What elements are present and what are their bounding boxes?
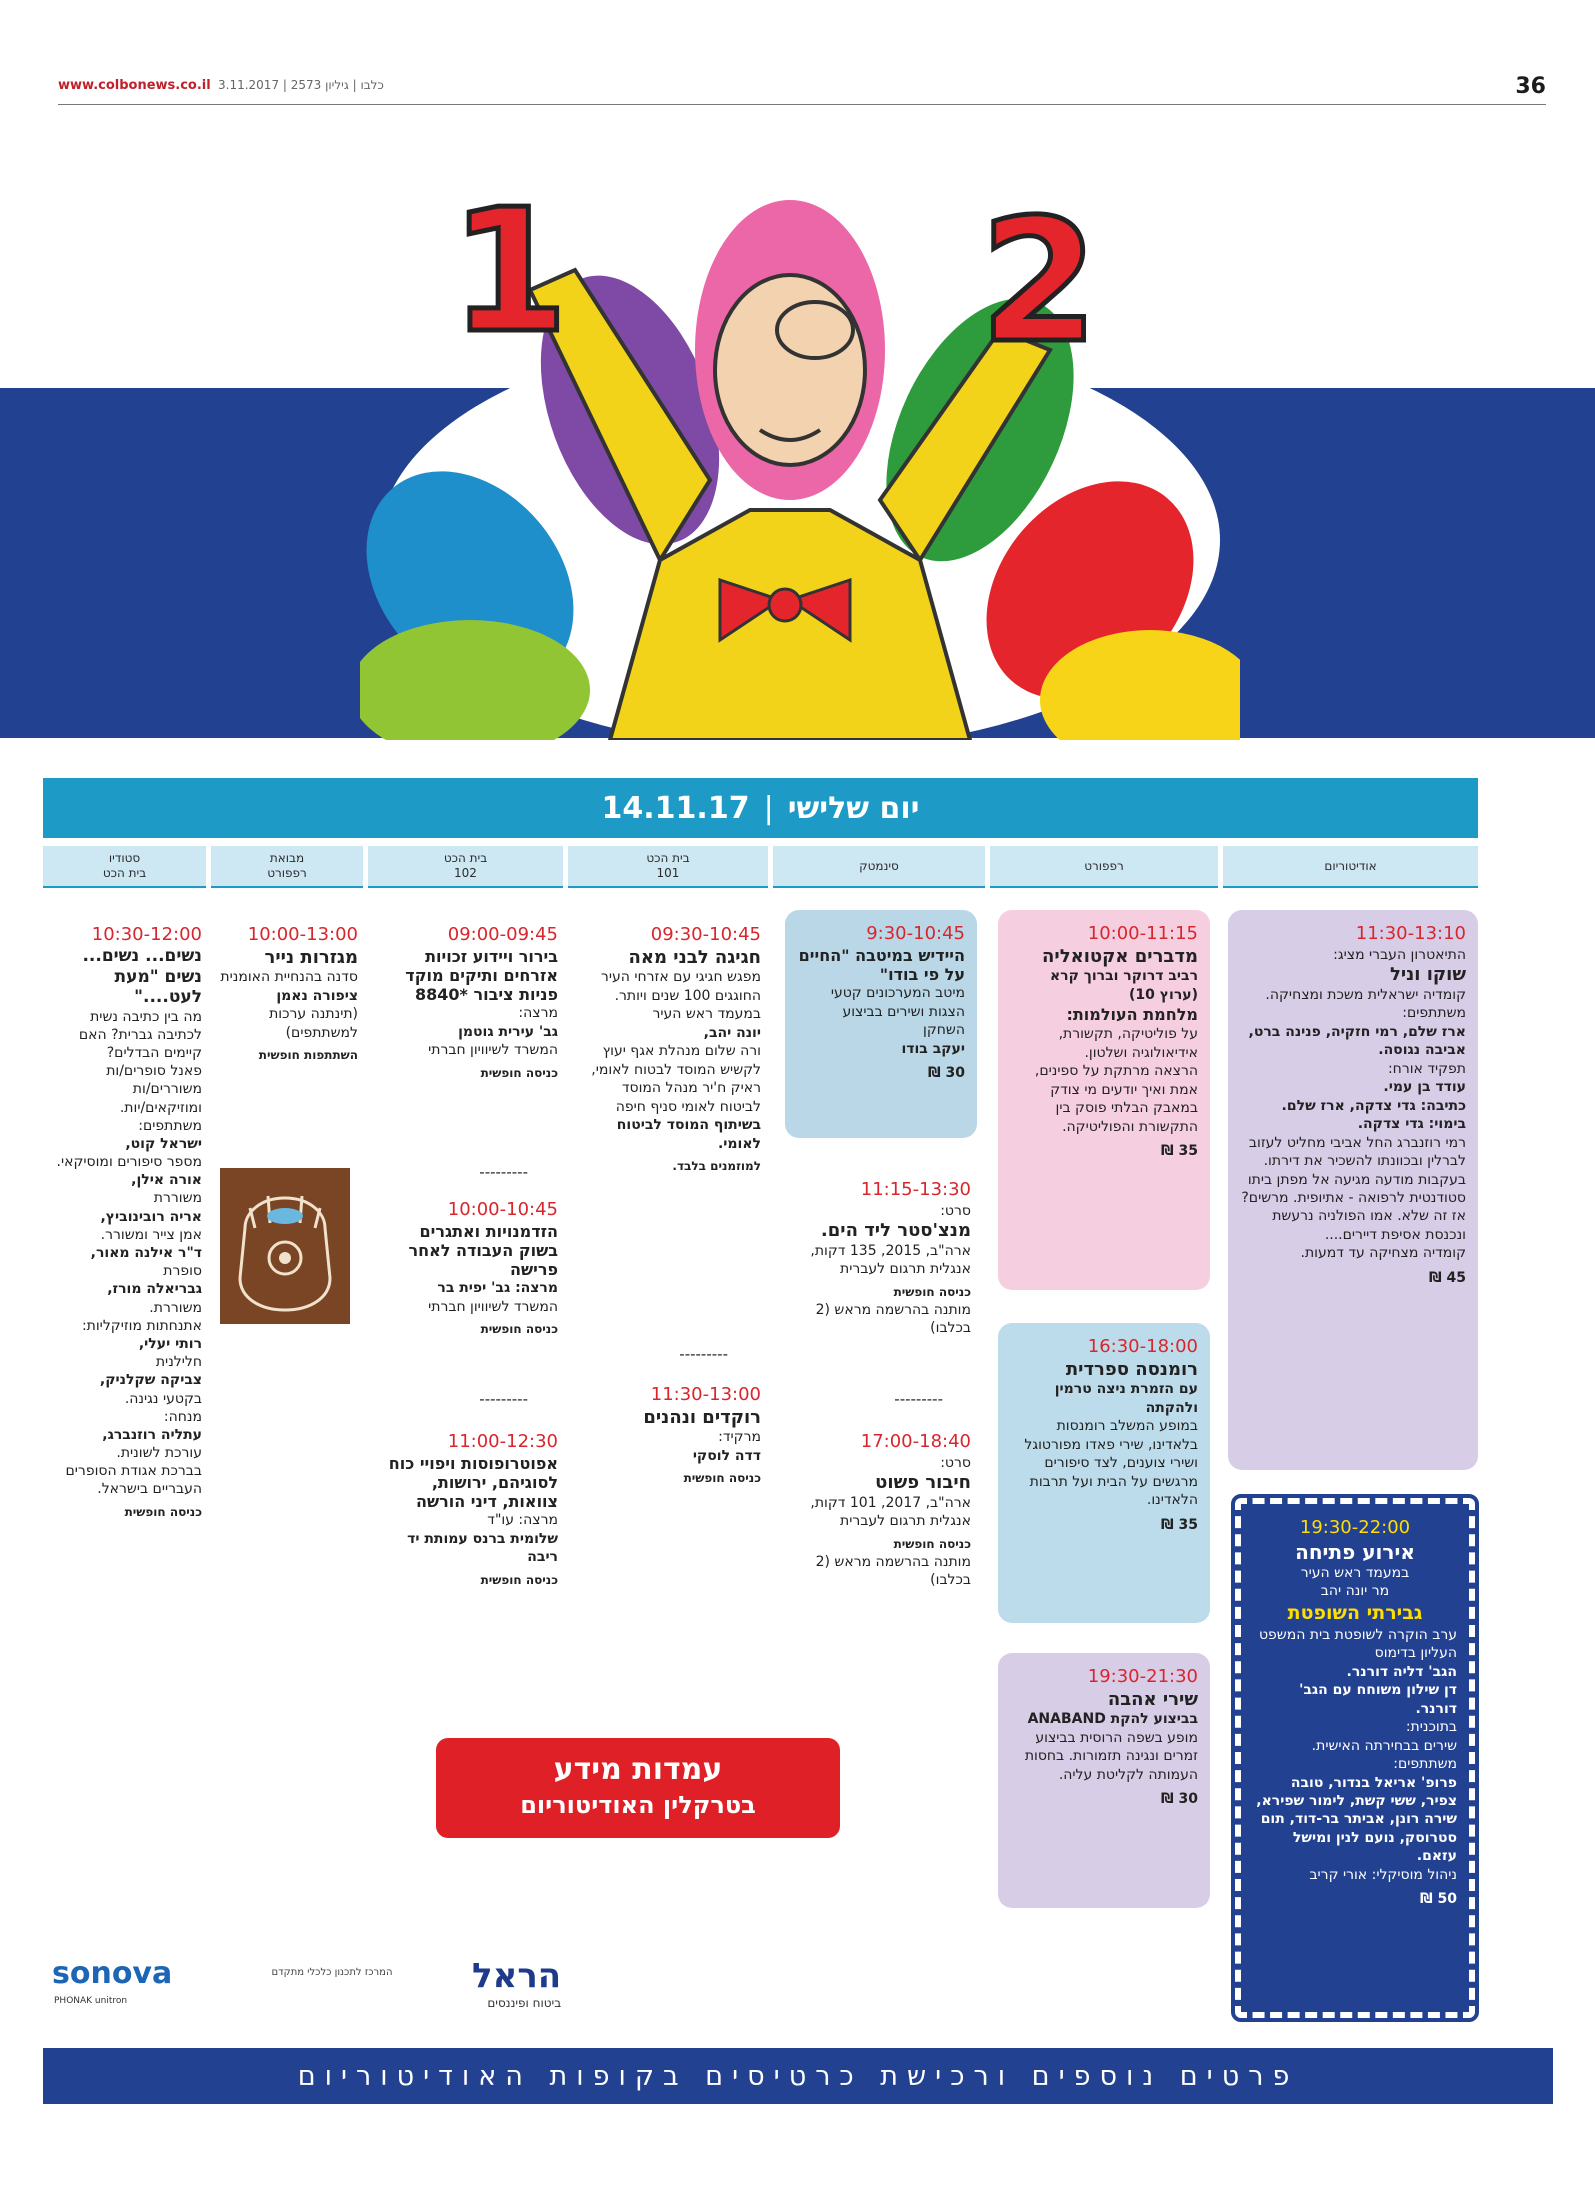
event-text: ערב הוקרה לשופטת בית המשפט העליון בדימוס xyxy=(1258,1626,1457,1662)
free-entry-label: כניסה חופשית xyxy=(893,1536,971,1551)
event-auditorium-opening[interactable] xyxy=(1235,1498,1475,2018)
event-director: בימוי: גדי צדקה. xyxy=(1357,1116,1466,1133)
column-rappaport-lobby xyxy=(211,846,363,886)
event-speakers: רביב דרוקר וברוך קרא (ערוץ 10) xyxy=(1049,968,1198,1003)
participant-name: ישראל קוט, xyxy=(125,1135,202,1152)
event-text: במעמד ראש העיר xyxy=(652,1006,761,1023)
harel-logo xyxy=(472,1956,561,2010)
free-entry-label: כניסה חופשית xyxy=(893,1284,971,1299)
event-writers: כתיבה: גדי צדקה, ארז שלם. xyxy=(1281,1097,1466,1114)
event-time: 10:00-11:15 xyxy=(1087,923,1198,944)
event-text: ארה"ב, 2015, 135 דקות, אנגלית תרגום לעברית xyxy=(810,1242,971,1278)
event-text: שירים בבחירתה האישית. xyxy=(1311,1737,1457,1754)
column-title: בית הכט xyxy=(646,851,690,865)
event-title: הזדמנויות ואתגרים בשוק העבודה לאחר פרישה xyxy=(408,1221,558,1280)
date-separator: | xyxy=(763,790,774,826)
event-cinema-yiddish[interactable] xyxy=(785,910,977,1138)
event-time: 11:15-13:30 xyxy=(860,1179,971,1200)
sonova-brands: PHONAK unitron xyxy=(54,1996,128,2006)
participant-role: מספר סיפורים ומוסיקאי. xyxy=(56,1154,202,1171)
event-title: נשים... נשים... נשים "מעת לעט...." xyxy=(82,946,202,1008)
free-entry-label: השתתפות חופשית xyxy=(258,1048,358,1063)
event-text: פאנל סופרים/ות משוררים/ות ומוזיקאים/יות. xyxy=(106,1063,202,1116)
column-subtitle: 101 xyxy=(656,866,680,880)
participant-name: אריה רובינוביץ, xyxy=(100,1208,202,1225)
event-text: במעמד ראש העיר xyxy=(1300,1564,1410,1581)
column-subtitle: בית הכט xyxy=(102,866,147,880)
event-description: רמי רוזנברג החל אביבי מחליט לעזוב לברלין ובכוונתו להשכיר את דירתו. בעקבות מודעה מגיעה אל מפתן ביתו סטודנטית לרפואה - אתיופית. מרשים? אז זה שלא. אמו הפולניה נרעשת ונכנסת אסיפת דיירים.... xyxy=(1241,1134,1466,1243)
event-text: קומדיה ישראלית משכת ומצחיקה. xyxy=(1265,986,1466,1003)
event-text: משתתפים: xyxy=(138,1117,202,1134)
event-text: ראיק ח'יר מנהל המוסד לביטוח לאומי סניף חיפה xyxy=(615,1080,761,1115)
event-time: 11:30-13:10 xyxy=(1355,923,1466,944)
event-title: רוקדים ונהנים xyxy=(643,1406,761,1428)
event-performer: עם הזמרת ניצה טרמין ולהקתה xyxy=(1054,1381,1198,1416)
event-performer: בביצוע להקת ANABAND xyxy=(1027,1711,1198,1728)
event-text: (תינתנה ערכות למשתתפים) xyxy=(269,1006,358,1041)
schedule-date: 14.11.17 xyxy=(601,790,750,826)
event-subtitle: מלחמת העולמות: xyxy=(1066,1005,1198,1025)
event-title: אירוע פתיחה xyxy=(1295,1539,1415,1564)
site-url[interactable]: www.colbonews.co.il xyxy=(58,78,211,93)
event-text: תפקיד אורח: xyxy=(1387,1060,1466,1077)
free-entry-label: כניסה חופשית xyxy=(480,1322,558,1337)
event-lobby-paper-cutting[interactable] xyxy=(218,923,358,1064)
event-text: בתוכנית: xyxy=(1405,1719,1457,1736)
event-time: 19:30-22:00 xyxy=(1299,1517,1411,1538)
issue-info: כלבו | גיליון 2573 | 3.11.2017 xyxy=(218,78,384,92)
column-subtitle: 102 xyxy=(454,866,477,880)
event-lecturer: מרצה: גב' יפית בר xyxy=(437,1280,558,1297)
info-banner-subtitle: בטרקלין האודיטוריום xyxy=(520,1791,756,1819)
event-hecht101-dancing[interactable] xyxy=(583,1383,761,1487)
event-time: 16:30-18:00 xyxy=(1087,1336,1198,1357)
column-hecht-102 xyxy=(368,846,563,886)
free-entry-label: כניסה חופשית xyxy=(683,1471,761,1486)
invite-only-label: למוזמנים בלבד. xyxy=(672,1159,761,1174)
event-text: התיאטרון העברי מציג: xyxy=(1333,946,1466,963)
event-text: משתתפים: xyxy=(1393,1756,1457,1773)
event-time: 11:00-12:30 xyxy=(447,1431,558,1452)
event-performer: יעקב בודו xyxy=(901,1040,965,1057)
mascot-illustration xyxy=(360,180,1240,740)
column-studio xyxy=(43,846,206,886)
column-subtitle: רפפורט xyxy=(267,866,307,880)
event-hecht102-rights[interactable] xyxy=(378,923,558,1082)
event-text: מרקיד: xyxy=(718,1429,761,1446)
event-price: 35 ₪ xyxy=(1160,1516,1198,1533)
participant-role: עורכת לשונית. xyxy=(116,1445,202,1462)
event-text: סרט: xyxy=(940,1454,971,1471)
free-entry-label: כניסה חופשית xyxy=(124,1504,202,1519)
participant-role: משוררת. xyxy=(149,1299,202,1316)
mascot-number-1: 1 xyxy=(450,180,569,371)
event-time: 10:30-12:00 xyxy=(91,924,202,945)
event-hecht102-employment[interactable] xyxy=(378,1198,558,1338)
event-lecturer: גב' עירית גוטמן xyxy=(458,1023,558,1040)
event-price: 35 ₪ xyxy=(1160,1143,1198,1160)
event-text: סרט: xyxy=(940,1202,971,1219)
event-title: רומנסה ספרדית xyxy=(1065,1358,1198,1380)
page-header xyxy=(58,74,1546,104)
harel-name: הראל xyxy=(472,1956,562,1996)
event-text: מיטב המערכונים קטעי הצגות ושירים בביצוע השחקן xyxy=(830,985,965,1039)
column-title: סטודיו xyxy=(108,851,141,865)
event-cinema-simple-connection[interactable] xyxy=(791,1430,971,1590)
event-title: מגזרות נייר xyxy=(264,946,358,968)
participant-role: בקטעי נגינה. xyxy=(124,1390,202,1407)
sponsor-logos xyxy=(52,1956,652,2026)
participant-name: צביקה שקלניק, xyxy=(99,1372,202,1389)
free-entry-label: כניסה חופשית xyxy=(480,1065,558,1080)
column-title: אודיטוריום xyxy=(1324,858,1377,873)
column-cinematheque xyxy=(773,846,985,886)
event-title: אפוטרופוסות ויפויי כוח לסוגיהם, ירושות, צוואות, דיני הורשה xyxy=(388,1453,558,1512)
event-rappaport-news[interactable] xyxy=(998,910,1210,1290)
column-title: רפפורט xyxy=(1084,858,1124,873)
event-text: אתנחתות מוזיקליות: xyxy=(81,1317,202,1334)
event-time: 9:30-10:45 xyxy=(866,923,965,944)
participant-name: רותי יעלי, xyxy=(138,1335,202,1352)
event-auditorium-comedy[interactable] xyxy=(1228,910,1478,1470)
participant-role: משוררת xyxy=(153,1190,202,1207)
event-artist: ציפורה נאמן xyxy=(276,987,358,1004)
event-instructor: דדה לוסקי xyxy=(692,1447,761,1464)
event-description: הרצאה מרתקת על ספינים, אמת ואיך יודעים מי צודק במאבק הבלתי פוסק בין התקשורת והפוליטיקה. xyxy=(1034,1063,1198,1135)
hamsa-image xyxy=(220,1168,350,1324)
event-text: מפגש חגיגי עם אזרחי העיר החוגגים 100 שנים ויותר. xyxy=(600,969,761,1004)
participant-name: גבריאלה מורז, xyxy=(107,1281,202,1298)
participant-role: חלילנית xyxy=(155,1354,202,1371)
event-lecturer: שלומית ברנס עמותת יד ריבה xyxy=(407,1530,558,1566)
event-guest: עודד בן עמי. xyxy=(1383,1079,1466,1096)
hamsa-icon xyxy=(220,1168,350,1324)
event-text: מותנה בהרשמה מראש (2 בכלבו) xyxy=(815,1553,971,1589)
event-text: ורה שלום מנהלת אגף יעוץ לקשיש המוסד לבטוח לאומי, xyxy=(591,1043,761,1078)
ticket-footer: פרטים נוספים ורכישת כרטיסים בקופות האודיטוריום xyxy=(43,2048,1553,2104)
event-text: על פוליטיקה, תקשורת, אידיאולוגיה ושלטון. xyxy=(1058,1026,1198,1061)
mascot-number-2: 2 xyxy=(980,183,1099,381)
event-rappaport-romance[interactable] xyxy=(998,1323,1210,1623)
column-hecht-101 xyxy=(568,846,768,886)
event-hecht102-guardianship[interactable] xyxy=(378,1430,558,1589)
event-title: שירי אהבה xyxy=(1107,1688,1198,1710)
event-text: ניהול מוסיקלי: אורי קריב xyxy=(1309,1866,1457,1883)
info-banner-title: עמדות מידע xyxy=(553,1752,723,1787)
event-title: מדברים אקטואליה xyxy=(1042,945,1198,967)
participant-role: סופרת xyxy=(163,1263,202,1280)
event-text: מרצה: עו"ד xyxy=(487,1512,558,1529)
free-entry-label: כניסה חופשית xyxy=(480,1572,558,1587)
event-text: המשרד לשיוויון חברתי xyxy=(428,1042,558,1059)
event-text: מנחה: xyxy=(163,1408,202,1425)
harel-tagline: ביטוח ופיננסים xyxy=(487,1996,562,2010)
schedule-date-bar xyxy=(43,778,1478,838)
event-text: בברכת אגודת הסופרים העבריים בישראל. xyxy=(65,1463,202,1498)
event-studio-women-panel[interactable] xyxy=(47,923,202,1520)
column-title: סינמטק xyxy=(859,858,899,873)
event-price: 45 ₪ xyxy=(1428,1269,1466,1286)
event-text: ארה"ב, 2017, 101 דקות, אנגלית תרגום לעברית xyxy=(810,1494,971,1530)
event-cinema-manchester[interactable] xyxy=(791,1178,971,1338)
header-divider xyxy=(58,104,1546,105)
event-time: 10:00-13:00 xyxy=(247,924,358,945)
info-stands-banner[interactable] xyxy=(436,1738,840,1838)
event-title: חיבור פשוט xyxy=(875,1472,971,1494)
event-rappaport-love-songs[interactable] xyxy=(998,1653,1210,1908)
event-text: מרצה: xyxy=(518,1005,558,1022)
participant-role: אמן צייר ומשורר. xyxy=(100,1226,202,1243)
event-time: 11:30-13:00 xyxy=(650,1384,761,1405)
page-number: 36 xyxy=(1515,74,1546,99)
event-text: המשרד לשיוויון חברתי xyxy=(428,1298,558,1315)
planning-center-logo: המרכז לתכנון כלכלי מתקדם xyxy=(271,1967,393,1978)
event-title: שוקו וניל xyxy=(1389,964,1466,986)
event-partner: בשיתוף המוסד לביטוח לאומי. xyxy=(616,1117,761,1152)
column-title: מבואת xyxy=(269,851,305,865)
event-description: מופע בשפה הרוסית בביצוע זמרים ונגינה תזמורות. בחסות העמותה לקליטת עליה. xyxy=(1024,1729,1198,1783)
schedule-day: יום שלישי xyxy=(787,790,920,826)
sonova-logo: sonova xyxy=(52,1956,173,1991)
event-text: מה בין כתיבה נשית לכתיבה גברית? האם קיימים הבדלים? xyxy=(78,1008,202,1061)
event-highlight: גבירתי השופטת xyxy=(1287,1601,1423,1624)
divider: --------- xyxy=(479,1163,528,1181)
event-price: 30 ₪ xyxy=(1160,1791,1198,1808)
event-text: סדנה בהנחיית האומנית xyxy=(220,969,358,986)
event-text: הגב' דליה דורנר. xyxy=(1346,1663,1457,1680)
event-price: 50 ₪ xyxy=(1419,1891,1457,1908)
column-rappaport xyxy=(990,846,1218,886)
event-title: היידיש במיטבה "החיים על פי בודו" xyxy=(798,945,965,984)
participant-name: אורה אילן, xyxy=(131,1172,202,1189)
column-auditorium xyxy=(1223,846,1478,886)
event-title: בירור ויידוע זכויות אזרחים ותיקים מוקד פניות ציבור *8840 xyxy=(405,946,558,1005)
divider: --------- xyxy=(679,1345,728,1363)
event-text: משתתפים: xyxy=(1402,1005,1466,1022)
event-cast: ארז שלם, רמי חזקיה, פנינה ברט, אביבה נגוסה. xyxy=(1248,1023,1466,1059)
divider: --------- xyxy=(894,1390,943,1408)
event-title: מנצ'סטר ליד הים. xyxy=(820,1220,971,1242)
divider: --------- xyxy=(479,1390,528,1408)
event-time: 09:30-10:45 xyxy=(650,924,761,945)
column-title: בית הכט xyxy=(443,851,488,865)
event-text: דן שילון משוחח עם הגב' דורנר. xyxy=(1299,1682,1457,1717)
event-price: 30 ₪ xyxy=(927,1065,965,1081)
event-description: במופע המשלב רומנסות בלאדינו, שירי פאדו מפורטוגל ושירי צוענים, לצד סיפורים מרגשים על הבית ועל תרבות הלאדינו. xyxy=(1024,1418,1198,1509)
event-title: חגיגה לבני מאה xyxy=(628,946,761,968)
event-text: מותנה בהרשמה מראש (2 בכלבו) xyxy=(815,1301,971,1337)
event-time: 17:00-18:40 xyxy=(860,1431,971,1452)
event-host: יונה יהב, xyxy=(703,1024,761,1041)
event-text: קומדיה מצחיקה עד דמעות. xyxy=(1300,1245,1466,1262)
event-time: 10:00-10:45 xyxy=(447,1199,558,1220)
event-hecht101-centenarians[interactable] xyxy=(583,923,761,1175)
event-text: מר יונה יהב xyxy=(1320,1583,1390,1600)
event-time: 19:30-21:30 xyxy=(1087,1666,1198,1687)
participant-name: ד"ר אילנה מאור, xyxy=(90,1245,202,1261)
participant-name: עתליה רוזנברג, xyxy=(102,1426,202,1443)
event-cast: פרופ' אריאל בנדור, טובה צפיר, ששי קשת, לימור שפירא, שירה רונן, אביתר בר-דוד, תום סטרוסק, נועם לנין ומישל עזאם. xyxy=(1256,1774,1457,1865)
event-time: 09:00-09:45 xyxy=(447,924,558,945)
